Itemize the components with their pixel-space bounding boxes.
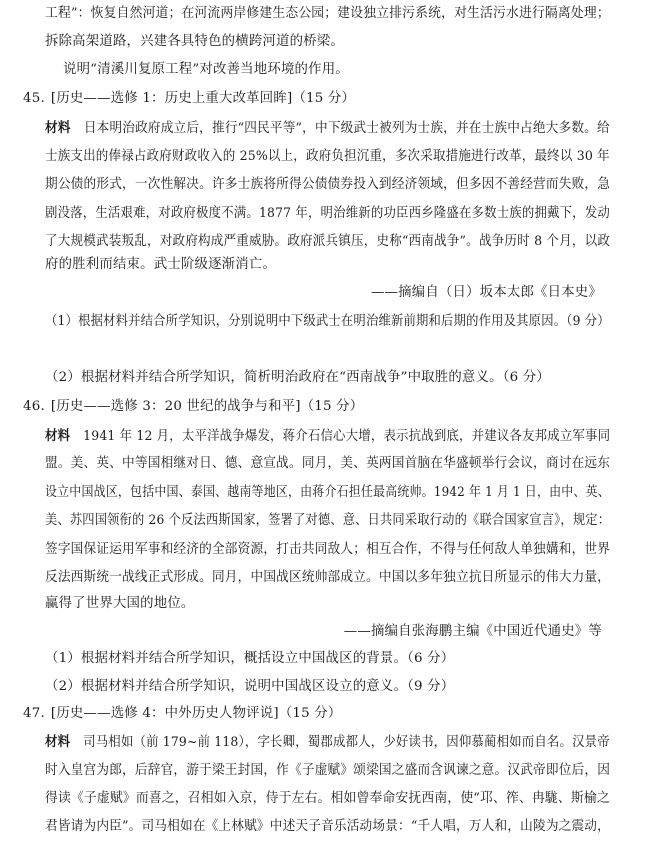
material-text: 日本明治政府成立后，推行“四民平等”，中下级武士被列为士族，并在士族中占绝大多数。给 xyxy=(83,121,610,136)
intro-prompt: 说明“清溪川复原工程”对改善当地环境的作用。 xyxy=(63,62,349,77)
question-46-heading xyxy=(23,398,363,416)
source-citation: ——摘编自（日）坂本太郎《日本史》 xyxy=(370,285,602,300)
material-line: 美、苏四国领衔的 26 个反法西斯国家，签署了对德、意、日共同采取行动的《联合国家宣言》，规定： xyxy=(45,513,611,528)
material-line: 赢得了世界大国的地位。 xyxy=(45,596,195,611)
material-text: 司马相如（前 179~前 118），字长卿，蜀郡成都人，少好读书，因仰慕蔺相如而自名。汉景帝 xyxy=(83,735,610,750)
material-line xyxy=(45,427,610,446)
material-line: 期公债的形式，一次性解决。许多士族将所得公债债券投入到经济领域，但多因不善经营而失败，急 xyxy=(45,177,611,192)
material-line xyxy=(45,733,610,752)
material-line: 时入皇宫为郎，后辞官，游于梁王封国，作《子虚赋》颂梁国之盛而含讽谏之意。汉武帝即位后，因 xyxy=(45,763,611,778)
material-line: 了大规模武装叛乱，对政府构成严重威胁。政府派兵镇压，史称“西南战争”。战争历时 8 个月，以政 xyxy=(45,234,611,249)
question-title: [历史——选修 1：历史上重大改革回眸]（15 分） xyxy=(50,91,356,106)
subquestion: （2）根据材料并结合所学知识，简析明治政府在“西南战争”中取胜的意义。（6 分） xyxy=(45,370,550,385)
intro-line: 工程”：恢复自然河道；在河流两岸修建生态公园；建设独立排污系统，对生活污水进行隔离处理； xyxy=(45,6,610,21)
question-45-heading xyxy=(23,90,355,108)
material-line xyxy=(45,119,610,138)
material-text: 1941 年 12 月，太平洋战争爆发，蒋介石信心大增，表示抗战到底，并建议各友邦成立军事同 xyxy=(83,429,611,444)
subquestion: （2）根据材料并结合所学知识，说明中国战区设立的意义。（9 分） xyxy=(45,679,455,694)
material-line: 签字国保证运用军事和经济的全部资源，打击共同敌人；相互合作，不得与任何敌人单独媾和，世界 xyxy=(45,542,611,557)
source-citation: ——摘编自张海鹏主编《中国近代通史》等 xyxy=(343,624,602,639)
material-line: 剧没落，生活艰难，对政府极度不满。1877 年，明治维新的功臣西乡隆盛在多数士族的拥戴下，发动 xyxy=(45,206,610,221)
question-number: 47. xyxy=(23,706,45,721)
material-label: 材料 xyxy=(45,120,71,136)
material-line: 反法西斯统一战线正式形成。同月，中国战区统帅部成立。中国以多年独立抗日所显示的伟大力量， xyxy=(45,570,611,585)
subquestion: （1）根据材料并结合所学知识，概括设立中国战区的背景。（6 分） xyxy=(45,651,455,666)
material-label: 材料 xyxy=(45,428,71,444)
question-47-heading xyxy=(23,705,341,723)
material-line: 士族支出的俸禄占政府财政收入的 25%以上，政府负担沉重，多次采取措施进行改革，最终以 30 年 xyxy=(45,149,610,164)
material-line: 君皆请为内臣”。司马相如在《上林赋》中述天子音乐活动场景：“千人唱，万人和，山陵为之震动， xyxy=(45,819,610,834)
intro-line: 拆除高架道路，兴建各具特色的横跨河道的桥梁。 xyxy=(45,34,344,49)
material-line: 得读《子虚赋》而喜之，召相如入京，侍于左右。相如曾奉命安抚西南，使“邛、筰、冉駹、斯榆之 xyxy=(45,791,610,806)
material-line: 设立中国战区，包括中国、泰国、越南等地区，由蒋介石担任最高统帅。1942 年 1 月 1 日，由中、英、 xyxy=(45,485,610,500)
material-line: 府的胜利而结束。武士阶级逐渐消亡。 xyxy=(45,257,277,272)
question-number: 46. xyxy=(23,399,45,414)
question-title: [历史——选修 4：中外历史人物评说]（15 分） xyxy=(50,706,342,721)
material-label: 材料 xyxy=(45,734,71,750)
question-title: [历史——选修 3：20 世纪的战争与和平]（15 分） xyxy=(50,399,364,414)
subquestion: （1）根据材料并结合所学知识，分别说明中下级武士在明治维新前期和后期的作用及其原因。（9 分） xyxy=(45,314,610,329)
question-number: 45. xyxy=(23,91,45,106)
material-line: 盟。美、英、中等国相继对日、德、意宣战。同月，美、英两国首脑在华盛顿举行会议，商讨在远东 xyxy=(45,456,611,471)
